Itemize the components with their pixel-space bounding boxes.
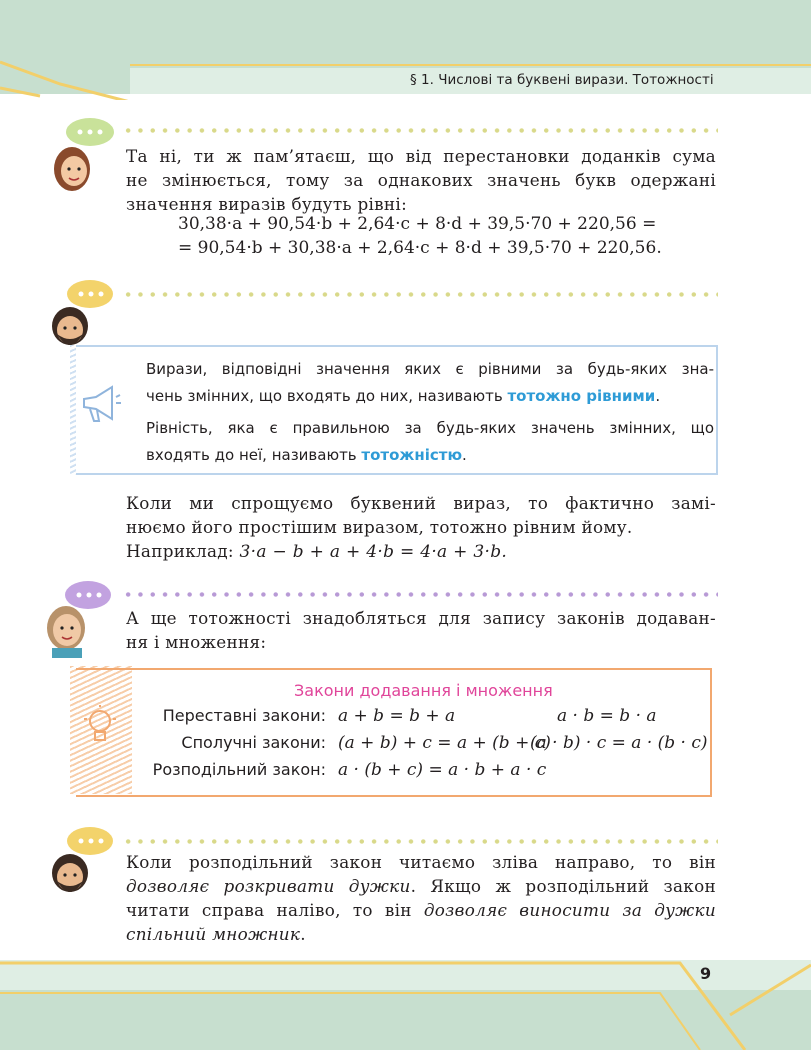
text-line xyxy=(126,922,716,946)
text-line: нюємо його простішим виразом, тотожно рівним йому. xyxy=(126,517,633,537)
law-label: Сполучні закони: xyxy=(181,733,326,752)
definition-text-part: чень змінних, що входять до них, називають xyxy=(146,387,508,405)
law-label: Розподільний закон: xyxy=(152,760,326,779)
text-block-2 xyxy=(126,491,716,564)
italic-phrase: дозволяє виносити за дужки xyxy=(423,900,716,920)
punct: . xyxy=(462,446,467,464)
girl-avatar-icon xyxy=(52,117,114,197)
lightbulb-icon xyxy=(82,705,118,749)
laws-title: Закони додавання і множення xyxy=(294,681,553,700)
dotted-divider xyxy=(122,292,718,297)
dotted-divider xyxy=(122,592,718,597)
text-line: Та ні, ти ж пам’ятаєш, що від перестановки доданків сума xyxy=(126,146,716,166)
text-line: значення виразів будуть рівні: xyxy=(126,194,408,214)
text-line: ня і множення: xyxy=(126,632,267,652)
text-line xyxy=(126,539,716,564)
text-line: Коли ми спрощуємо буквений вираз, то фактично замі- xyxy=(126,493,716,513)
text-line: не змінюється, тому за однакових значень букв одержані xyxy=(126,170,716,190)
text-line: А ще тотожності знадобляться для запису законів додаван- xyxy=(126,608,716,628)
term-identity: тотожністю xyxy=(361,446,463,464)
term-identically-equal: тотожно рівними xyxy=(507,387,656,405)
text-part: читати справа наліво, то він xyxy=(126,900,424,920)
punct: . xyxy=(300,924,306,944)
footer-stripes xyxy=(0,955,811,1050)
law-formula-mul: (a · b) · c = a · (b · c) xyxy=(530,733,708,753)
definition-text-part: входять до неї, називають xyxy=(146,446,362,464)
definition-text xyxy=(146,356,714,469)
italic-phrase: спільний множник xyxy=(126,924,301,944)
page-number: 9 xyxy=(700,964,712,983)
text-block-4 xyxy=(126,850,716,946)
definition-1-line-2 xyxy=(146,383,714,410)
text-line: Коли розподільний закон читаємо зліва направо, то він xyxy=(126,852,716,872)
text-part: . Якщо ж розподільний закон xyxy=(410,876,716,896)
definition-2-line-1: Рівність, яка є правильною за будь-яких значень змінних, що xyxy=(146,419,714,437)
example-formula: 3·a − b + a + 4·b = 4·a + 3·b. xyxy=(239,542,508,562)
teacher-avatar-icon xyxy=(42,580,114,660)
text-block-3 xyxy=(126,606,716,654)
law-formula-add: a · (b + c) = a · b + a · c xyxy=(338,760,547,780)
header-stripes xyxy=(0,40,811,100)
definition-1-line-1: Вирази, відповідні значення яких є рівними за будь-яких зна- xyxy=(146,360,714,378)
text-line xyxy=(126,874,716,898)
text-part: Наприклад: xyxy=(126,541,240,561)
dotted-divider xyxy=(122,128,718,133)
text-line xyxy=(126,898,716,922)
law-label: Переставні закони: xyxy=(162,706,326,725)
punct: . xyxy=(655,387,661,405)
law-formula-mul: a · b = b · a xyxy=(557,706,657,726)
definition-2-line-2 xyxy=(146,442,714,469)
dotted-divider xyxy=(122,839,718,844)
formula-line-1: 30,38·a + 90,54·b + 2,64·c + 8·d + 39,5·70 + 220,56 = xyxy=(178,214,657,234)
law-formula-add: a + b = b + a xyxy=(338,706,456,726)
italic-phrase: дозволяє розкривати дужки xyxy=(126,876,411,896)
megaphone-icon xyxy=(78,383,122,425)
boy-avatar-icon xyxy=(48,825,114,905)
formula-line-2: = 90,54·b + 30,38·a + 2,64·c + 8·d + 39,5·70 + 220,56. xyxy=(178,238,662,258)
text-block-1 xyxy=(126,144,716,216)
section-header: § 1. Числові та буквені вирази. Тотожності xyxy=(410,72,714,88)
law-formula-add: (a + b) + c = a + (b + c) xyxy=(338,733,551,753)
